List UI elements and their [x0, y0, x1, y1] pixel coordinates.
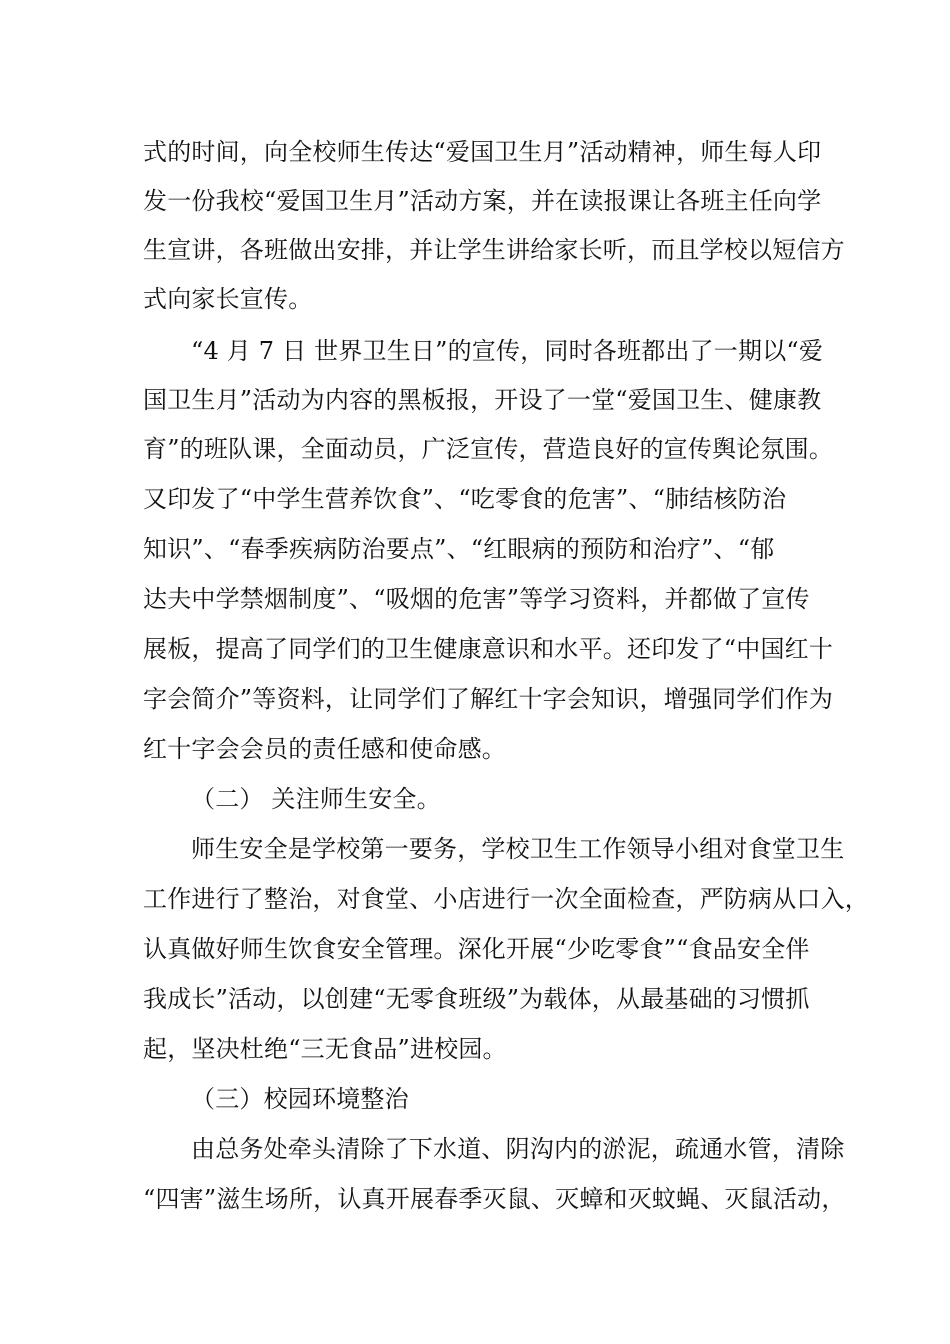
text-line: 生宣讲，各班做出安排，并让学生讲给家长听，而且学校以短信方 [143, 236, 845, 264]
text-line: 工作进行了整治，对食堂、小店进行一次全面检查，严防病从口入， [143, 885, 869, 913]
text-line: 式的时间，向全校师生传达“爱国卫生月”活动精神，师生每人印 [143, 138, 822, 166]
text-line: 我成长”活动，以创建“无零食班级”为载体，从最基础的习惯抓 [143, 985, 810, 1013]
text-line: 字会简介”等资料，让同学们了解红十字会知识，增强同学们作为 [143, 685, 834, 713]
text-line: 式向家长宣传。 [143, 285, 313, 313]
text-line: 认真做好师生饮食安全管理。深化开展“少吃零食”“食品安全伴 [143, 935, 810, 963]
text-line: 起，坚决杜绝“三无食品”进校园。 [143, 1035, 507, 1063]
text-line: 发一份我校“爱国卫生月”活动方案，并在读报课让各班主任向学 [143, 187, 822, 215]
section-heading: （三）校园环境整治 [191, 1085, 409, 1113]
text-line: 达夫中学禁烟制度”、“吸烟的危害”等学习资料，并都做了宣传 [143, 585, 810, 613]
text-line: 知识”、“春季疾病防治要点”、“红眼病的预防和治疗”、“郁 [143, 535, 775, 563]
text-line: “4 月 7 日 世界卫生日”的宣传，同时各班都出了一期以“爱 [191, 337, 824, 365]
text-line: 又印发了“中学生营养饮食”、“吃零食的危害”、“肺结核防治 [143, 485, 787, 513]
text-line: 由总务处牵头清除了下水道、阴沟内的淤泥，疏通水管，清除 [191, 1135, 845, 1163]
text-line: 红十字会会员的责任感和使命感。 [143, 735, 506, 763]
text-line: “四害”滋生场所，认真开展春季灭鼠、灭蟑和灭蚊蝇、灭鼠活动， [143, 1185, 846, 1213]
section-heading: （二） 关注师生安全。 [191, 785, 441, 813]
text-line: 展板，提高了同学们的卫生健康意识和水平。还印发了“中国红十 [143, 635, 834, 663]
text-line: 育”的班队课，全面动员，广泛宣传，营造良好的宣传舆论氛围。 [143, 435, 834, 463]
text-line: 国卫生月”活动为内容的黑板报，开设了一堂“爱国卫生、健康教 [143, 386, 822, 414]
text-line: 师生安全是学校第一要务，学校卫生工作领导小组对食堂卫生 [191, 835, 845, 863]
